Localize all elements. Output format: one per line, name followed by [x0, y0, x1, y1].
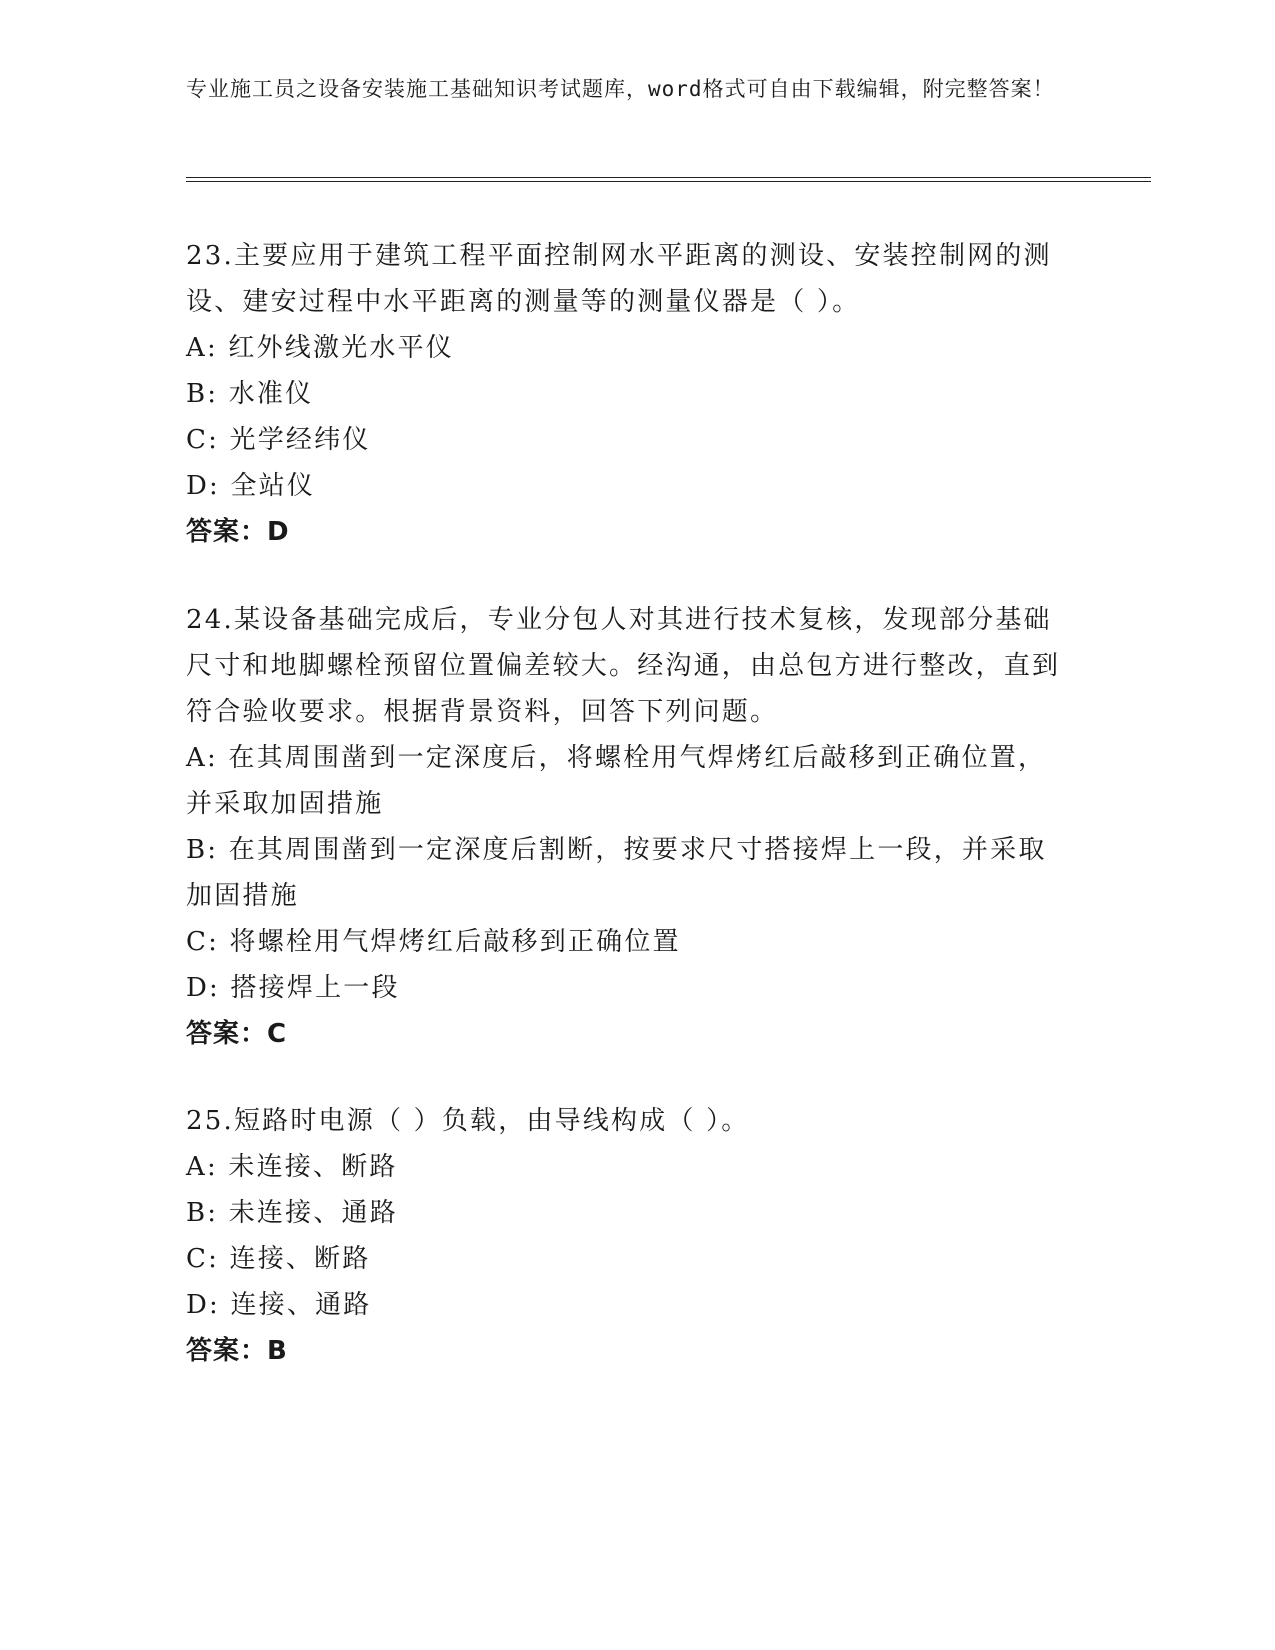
option-a: A: 红外线激光水平仪	[186, 333, 455, 363]
option-d: D: 全站仪	[186, 471, 316, 501]
answer-label: 答案：B	[186, 1336, 288, 1366]
option-d: D: 连接、通路	[186, 1290, 372, 1320]
question-24	[186, 597, 1066, 1057]
question-stem: 24.某设备基础完成后，专业分包人对其进行技术复核，发现部分基础尺寸和地脚螺栓预留位置偏差较大。经沟通，由总包方进行整改，直到符合验收要求。根据背景资料，回答下列问题。	[186, 605, 1061, 727]
option-c: C: 光学经纬仪	[186, 425, 371, 455]
option-c: C: 连接、断路	[186, 1244, 371, 1274]
option-d: D: 搭接焊上一段	[186, 973, 400, 1003]
option-b: B: 水准仪	[186, 379, 314, 409]
answer-label: 答案：C	[186, 1019, 288, 1049]
option-a: A: 在其周围凿到一定深度后，将螺栓用气焊烤红后敲移到正确位置，并采取加固措施	[186, 743, 1047, 819]
question-stem: 23.主要应用于建筑工程平面控制网水平距离的测设、安装控制网的测设、建安过程中水平距离的测量等的测量仪器是（ ）。	[186, 241, 1052, 317]
header-double-rule	[186, 177, 1151, 182]
option-a: A: 未连接、断路	[186, 1152, 398, 1182]
question-stem: 25.短路时电源（ ）负载，由导线构成（ ）。	[186, 1106, 750, 1136]
question-23	[186, 233, 1066, 555]
option-b: B: 未连接、通路	[186, 1198, 398, 1228]
document-header: 专业施工员之设备安装施工基础知识考试题库，word格式可自由下载编辑，附完整答案！	[186, 77, 1055, 101]
option-b: B: 在其周围凿到一定深度后割断，按要求尺寸搭接焊上一段，并采取加固措施	[186, 835, 1047, 911]
option-c: C: 将螺栓用气焊烤红后敲移到正确位置	[186, 927, 681, 957]
question-25	[186, 1098, 1066, 1374]
answer-label: 答案：D	[186, 517, 290, 547]
